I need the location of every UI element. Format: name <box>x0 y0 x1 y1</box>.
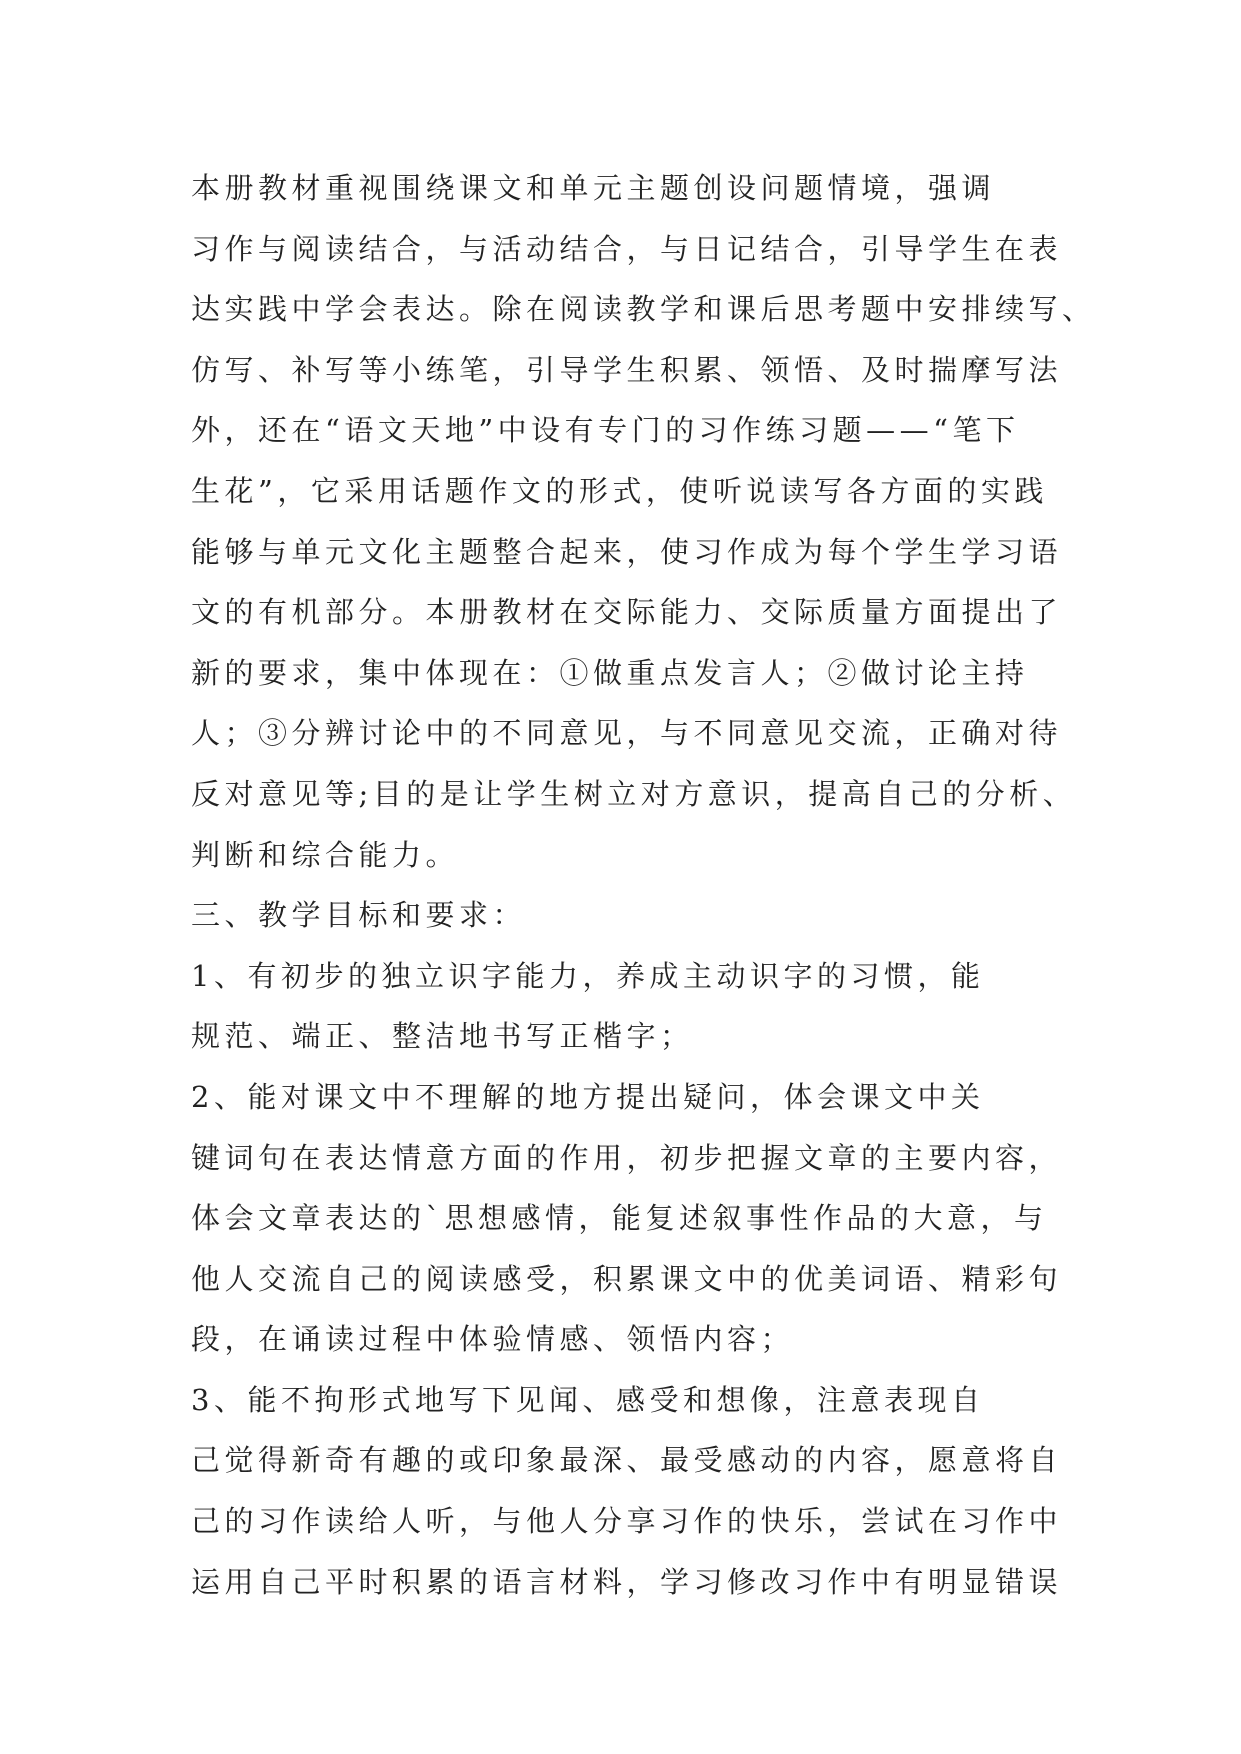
text-line: 判断和综合能力。 <box>191 837 460 872</box>
text-line: 己觉得新奇有趣的或印象最深、最受感动的内容，愿意将自 <box>191 1443 1063 1478</box>
text-line: 段，在诵读过程中体验情感、领悟内容； <box>191 1322 795 1357</box>
text-line: 人；③分辨讨论中的不同意见，与不同意见交流，正确对待 <box>191 716 1063 751</box>
text-line: 本册教材重视围绕课文和单元主题创设问题情境，强调 <box>191 171 996 205</box>
text-line: 3、能不拘形式地写下见闻、感受和想像，注意表现自 <box>191 1382 985 1417</box>
text-line: 能够与单元文化主题整合起来，使习作成为每个学生学习语 <box>191 534 1063 569</box>
text-line: 外，还在“语文天地”中设有专门的习作练习题——“笔下 <box>191 413 1020 448</box>
text-line: 习作与阅读结合，与活动结合，与日记结合，引导学生在表 <box>191 231 1063 266</box>
text-line: 运用自己平时积累的语言材料，学习修改习作中有明显错误 <box>191 1564 1063 1599</box>
text-line: 1、有初步的独立识字能力，养成主动识字的习惯，能 <box>191 958 985 993</box>
text-line: 生花”，它采用话题作文的形式，使听说读写各方面的实践 <box>191 473 1048 508</box>
text-line: 仿写、补写等小练笔，引导学生积累、领悟、及时揣摩写法 <box>191 352 1063 387</box>
text-line: 文的有机部分。本册教材在交际能力、交际质量方面提出了 <box>191 595 1063 630</box>
text-line: 体会文章表达的`思想感情，能复述叙事性作品的大意，与 <box>191 1201 1048 1236</box>
body-text <box>191 158 1096 1612</box>
text-line: 规范、端正、整洁地书写正楷字； <box>191 1019 694 1054</box>
section-heading: 三、教学目标和要求： <box>191 898 527 933</box>
text-line: 己的习作读给人听，与他人分享习作的快乐，尝试在习作中 <box>191 1504 1063 1539</box>
text-line: 键词句在表达情意方面的作用，初步把握文章的主要内容， <box>191 1140 1063 1175</box>
text-line: 他人交流自己的阅读感受，积累课文中的优美词语、精彩句 <box>191 1261 1063 1296</box>
text-line: 新的要求，集中体现在：①做重点发言人；②做讨论主持 <box>191 655 1029 690</box>
text-line: 达实践中学会表达。除在阅读教学和课后思考题中安排续写、 <box>191 292 1096 327</box>
text-line: 2、能对课文中不理解的地方提出疑问，体会课文中关 <box>191 1079 985 1114</box>
text-line: 反对意见等;目的是让学生树立对方意识，提高自己的分析、 <box>191 776 1077 811</box>
